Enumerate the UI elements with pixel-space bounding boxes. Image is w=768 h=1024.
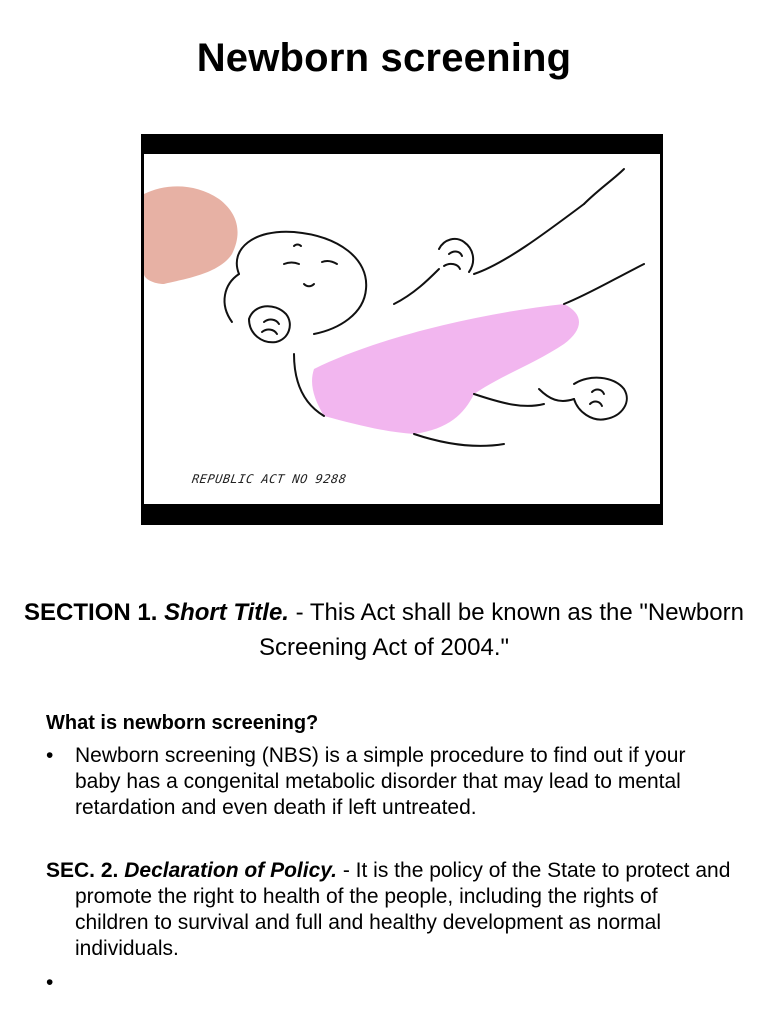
section-2-text: - It is the policy of the State to protect and promote the right to health of the people, including the rights of children to survival and full and healthy development as normal individuals. — [75, 859, 731, 960]
figure-caption: REPUBLIC ACT NO 9288 — [191, 472, 348, 486]
page-title: Newborn screening — [196, 36, 572, 80]
section-1-text: - This Act shall be known as the "Newborn Screening Act of 2004." — [258, 599, 744, 661]
newborn-illustration-frame — [141, 134, 663, 525]
section-2 — [46, 858, 736, 962]
section-1 — [20, 595, 748, 665]
question-heading: What is newborn screening? — [46, 712, 319, 734]
section-2-heading: Declaration of Policy. — [124, 859, 337, 882]
bullet-icon: • — [46, 744, 54, 767]
bullet-text: Newborn screening (NBS) is a simple procedure to find out if your baby has a congenital metabolic disorder that may lead to mental retardation and even death if left untreated. — [75, 744, 686, 819]
list-item — [46, 743, 736, 821]
section-1-heading: Short Title. — [164, 599, 289, 626]
hand-shape — [144, 186, 238, 284]
section-2-number: SEC. 2. — [46, 859, 119, 882]
empty-bullet-icon: • — [46, 971, 54, 994]
baby-drawing-icon — [144, 154, 660, 504]
section-1-number: SECTION 1. — [24, 599, 158, 626]
blanket-shape — [312, 304, 579, 434]
newborn-illustration — [144, 154, 660, 504]
